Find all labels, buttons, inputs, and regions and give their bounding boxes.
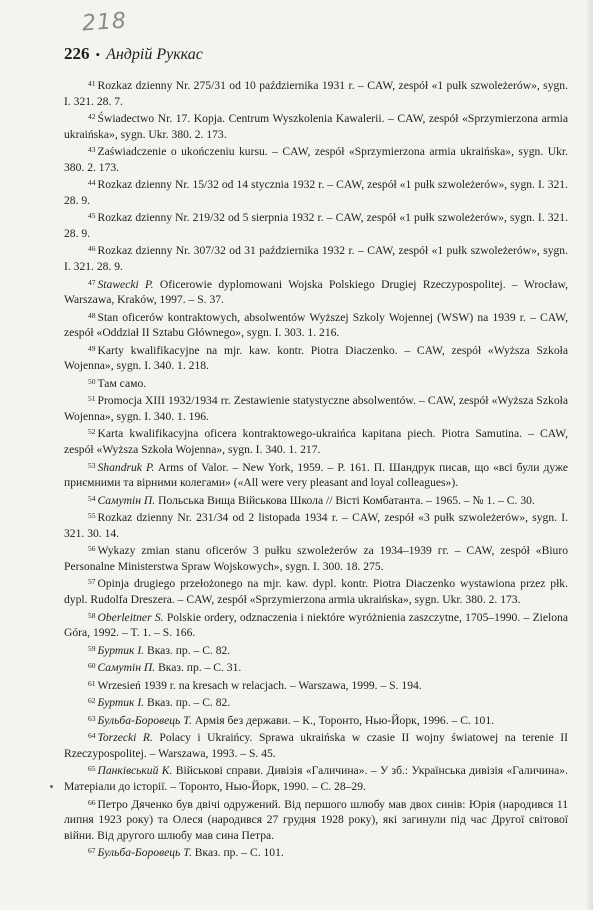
endnote-author: Буртик І. [97,696,145,710]
endnote-56 [64,541,568,574]
endnote-number: 56 [88,544,96,554]
endnote-text: Польська Вища Військова Школа // Вісті Комбатанта. – 1965. – № 1. – С. 30. [155,493,535,507]
endnote-number: 58 [88,610,96,620]
endnote-number: 45 [88,211,96,221]
endnote-number: 48 [88,310,96,320]
endnote-text: Opinja drugiego przełożonego na mjr. kaw. dypl. kontr. Piotra Diaczenko wystawiona przez płk. dypl. Rudolfa Dreszera. – CAW, zespół «Sprzymierzona armia ukraińska», sygn. Ukr. 380. 2. 173. [64,577,568,606]
endnote-text: Rozkaz dzienny Nr. 219/32 od 5 sierpnia 1932 r. – CAW, zespół «1 pułk szwoleżerów», sygn. I. 321. 28. 9. [64,211,568,240]
header-bullet: • [95,47,101,62]
endnote-60 [64,658,568,676]
endnote-53 [64,458,568,491]
endnote-number: 66 [88,797,96,807]
endnote-54 [64,491,568,509]
endnote-66 [64,795,568,844]
endnote-author: Torzecki R. [97,731,153,745]
endnote-text: Promocja XIII 1932/1934 rr. Zestawienie statystyczne absolwentów. – CAW, zespół «Wyższa Szkoła Wojenna», sygn. I. 340. 1. 196. [64,394,568,423]
endnote-number: 52 [88,427,96,437]
endnote-67 [64,843,568,861]
endnote-number: 53 [88,460,96,470]
endnote-50 [64,374,568,392]
endnote-number: 63 [88,713,96,723]
endnote-number: 49 [88,343,96,353]
endnote-text: Армія без держави. – К., Торонто, Нью-Йорк, 1996. – С. 101. [191,713,495,727]
endnote-author: Самутін П. [97,493,156,507]
running-author: Андрій Руккас [106,46,203,63]
endnote-author: Shandruk P. [97,460,155,474]
endnote-number: 67 [88,846,96,856]
endnote-author: Oberleitner S. [97,610,164,624]
page-edge-shadow [585,0,593,910]
endnote-text: Військові справи. Дивізія «Галичина». – У зб.: Українська дивізія «Галичина». Матеріали до історії. – Торонто, Нью-Йорк, 1990. – С. 28–29. [64,764,568,793]
endnote-number: 65 [88,764,96,774]
endnote-text: Вказ. пр. – С. 31. [155,661,242,675]
endnote-61 [64,676,568,694]
endnote-text: Rozkaz dzienny Nr. 307/32 od 31 października 1932 r. – CAW, zespół «1 pułk szwoleżerów», sygn. I. 321. 28. 9. [64,244,568,274]
running-header [64,44,203,64]
endnote-number: 44 [88,178,96,188]
endnote-text: Karta kwalifikacyjna oficera kontraktowego-ukraińca kapitana piech. Piotra Samutina. – CAW, zespół «Wyższa Szkoła Wojenna», sygn. I. 340. 1. 217. [64,427,568,457]
endnotes-list [64,76,568,861]
endnote-number: 50 [88,376,96,386]
endnote-author: Бульба-Боровець Т. [97,713,192,727]
endnote-number: 42 [88,112,96,122]
endnote-text: Arms of Valor. – New York, 1959. – P. 161. П. Шандрук писав, що «всі були дуже приємними та вірними колегами» («All were very pleasant and loyal colleagues»). [64,460,568,490]
endnote-number: 55 [88,511,96,521]
endnote-64 [64,728,568,761]
endnote-58 [64,608,568,641]
endnote-44 [64,175,568,208]
endnote-author: Бульба-Боровець Т. [97,846,192,860]
endnote-number: 57 [88,577,96,587]
endnote-author: Панківський К. [97,764,173,778]
endnote-47 [64,275,568,308]
page-number: 226 [64,44,90,63]
endnote-text: Вказ. пр. – С. 82. [144,643,231,657]
endnote-author: Самутін П. [97,661,156,675]
endnote-text: Karty kwalifikacyjne na mjr. kaw. kontr. Piotra Diaczenko. – CAW, zespół «Wyższa Szkoła Wojenna», sygn. I. 340. 1. 218. [64,343,568,373]
endnote-57 [64,574,568,607]
margin-speck [50,785,53,788]
endnote-text: Wykazy zmian stanu oficerów 3 pułku szwoleżerów za 1934–1939 гг. – CAW, zespół «Biuro Personalne Ministerstwa Spraw Wojskowych», sygn. I. 300. 18. 275. [64,544,568,573]
endnote-text: Там само. [97,376,147,390]
endnote-49 [64,341,568,374]
endnote-number: 51 [88,394,96,404]
endnote-number: 62 [88,696,96,706]
endnote-author: Буртик І. [97,643,145,657]
endnote-number: 41 [88,79,96,88]
endnote-62 [64,693,568,711]
endnote-number: 64 [88,731,96,741]
endnote-text: Rozkaz dzienny Nr. 15/32 od 14 stycznia 1932 r. – CAW, zespół «1 pułk szwoleżerów», sygn. I. 321. 28. 9. [64,178,568,207]
endnote-text: Zaświadczenie o ukończeniu kursu. – CAW, zespół «Sprzymierzona armia ukraińska», sygn. Ukr. 380. 2. 173. [64,145,568,174]
endnote-63 [64,711,568,729]
endnote-text: Rozkaz dzienny Nr. 275/31 od 10 października 1931 r. – CAW, zespół «1 pułk szwoleżerów», sygn. I. 321. 28. 7. [64,79,568,108]
endnote-41 [64,76,568,109]
endnote-43 [64,142,568,175]
endnote-text: Wrzesień 1939 r. na kresach w relacjach. – Warszawa, 1999. – S. 194. [97,678,422,692]
endnote-text: Oficerowie dyplomowani Wojska Polskiego Drugiej Rzeczypospolitej. – Wrocław, Warszawa, Kraków, 1997. – S. 37. [64,277,569,307]
endnote-number: 61 [88,678,96,688]
endnote-55 [64,508,568,541]
endnote-51 [64,391,568,424]
endnote-65 [64,761,568,794]
endnote-52 [64,424,568,457]
endnote-number: 47 [88,277,96,287]
handwritten-page-number: 218 [81,8,128,37]
endnote-text: Świadectwo Nr. 17. Kopja. Centrum Wyszkolenia Kawalerii. – CAW, zespół «Sprzymierzona armia ukraińska», sygn. Ukr. 380. 2. 173. [64,112,568,141]
endnote-text: Петро Дяченко був двічі одружений. Від першого шлюбу мав двох синів: Юрія (народився 11 липня 1923 року) та Олеся (народився 27 грудня 1928 року), які загинули під час Другої світової війни. Від другого шлюбу мав сина Петра. [64,797,568,842]
endnote-author: Stawecki P. [97,277,154,291]
endnote-number: 46 [88,244,96,254]
endnote-text: Polacy i Ukraińcy. Sprawa ukraińska w czasie II wojny światowej na terenie II Rzeczypospolitej. – Warszawa, 1993. – S. 45. [64,731,568,760]
endnote-45 [64,208,568,241]
endnote-number: 59 [88,643,96,653]
endnote-text: Stan oficerów kontraktowych, absolwentów Wyższej Szkoly Wojennej (WSW) na 1939 r. – CAW, zespół «Oddział II Sztabu Głównego», sygn. I. 303. 1. 216. [64,310,568,340]
endnote-46 [64,241,568,274]
endnote-number: 43 [88,145,96,155]
endnote-number: 54 [88,493,96,503]
endnote-48 [64,308,568,341]
endnote-42 [64,109,568,142]
endnote-text: Polskie ordery, odznaczenia i niektóre wyróżnienia zaszczytne, 1705–1990. – Zielona Góra, 1992. – T. 1. – S. 166. [64,610,568,640]
endnote-text: Rozkaz dzienny Nr. 231/34 od 2 listopada 1934 r. – CAW, zespół «3 pułk szwoleżerów», sygn. I. 321. 30. 14. [64,511,568,540]
endnote-number: 60 [88,661,96,671]
endnote-text: Вказ. пр. – С. 101. [191,846,284,860]
endnote-59 [64,641,568,659]
endnote-text: Вказ. пр. – С. 82. [144,696,231,710]
